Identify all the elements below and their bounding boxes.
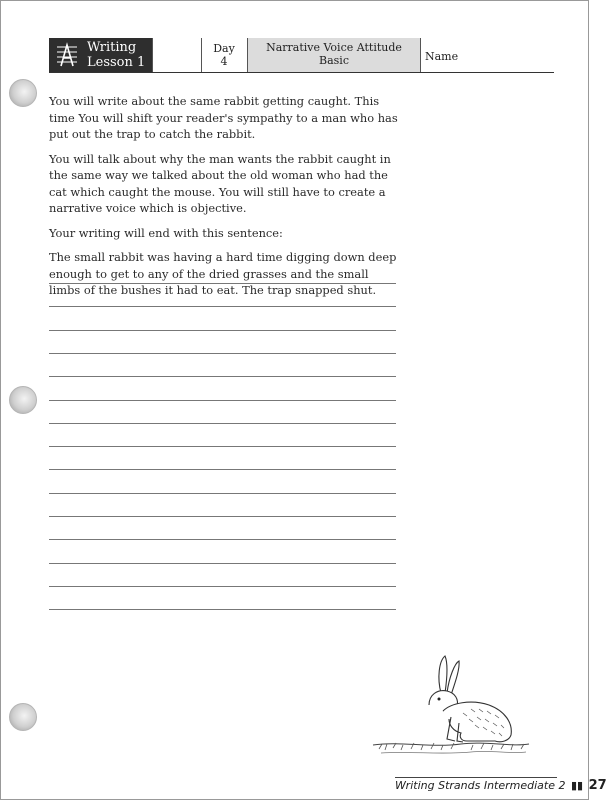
- lesson-topic: [248, 38, 420, 72]
- binder-hole-middle: [9, 386, 37, 414]
- instructions: [49, 93, 399, 307]
- writing-line[interactable]: [49, 516, 396, 517]
- instruction-paragraph: Your writing will end with this sentence:: [49, 225, 283, 240]
- writing-line[interactable]: [49, 493, 396, 494]
- writing-line[interactable]: [49, 539, 396, 540]
- header-divider: [152, 38, 153, 72]
- writing-line[interactable]: [49, 586, 396, 587]
- book-title: Writing Strands Intermediate 2: [395, 779, 566, 792]
- page-footer: [395, 777, 607, 793]
- binder-hole-top: [9, 79, 37, 107]
- instruction-paragraph: You will talk about why the man wants the rabbit caught in the same way we talked about the old woman who had the cat which caught the mouse. You will still have to create a narrative voice which is objective.: [49, 151, 391, 215]
- writing-line[interactable]: [49, 330, 396, 331]
- topic-title: Narrative Voice Attitude: [266, 41, 402, 54]
- lesson-title: Lesson 1: [87, 55, 146, 70]
- header-divider: [420, 38, 421, 72]
- day-field: [201, 42, 247, 68]
- page-number: 27: [588, 778, 607, 793]
- ending-sentence: The small rabbit was having a hard time digging down deep enough to get to any of the dried grasses and the small limbs of the bushes it had to eat. The trap snapped shut.: [49, 250, 397, 297]
- instruction-paragraph: You will write about the same rabbit getting caught. This time You will shift your reader's sympathy to a man who has put out the trap to catch the rabbit.: [49, 94, 398, 141]
- writing-line[interactable]: [49, 400, 396, 401]
- writing-line[interactable]: [49, 376, 396, 377]
- writing-line[interactable]: [49, 353, 396, 354]
- writing-line[interactable]: [49, 469, 396, 470]
- name-label: Name: [425, 50, 459, 63]
- writing-line[interactable]: [49, 563, 396, 564]
- lesson-header: [49, 38, 554, 73]
- pen-writing-icon: [55, 42, 79, 68]
- footer-separator: ▮▮: [570, 779, 584, 792]
- day-value: 4: [220, 55, 228, 68]
- topic-level: Basic: [319, 54, 349, 67]
- rabbit-illustration: [371, 653, 531, 758]
- writing-line[interactable]: [49, 609, 396, 610]
- binder-hole-bottom: [9, 703, 37, 731]
- header-section-label: [87, 40, 145, 70]
- writing-line[interactable]: [49, 306, 396, 307]
- writing-line[interactable]: [49, 283, 396, 284]
- section-title: Writing: [87, 40, 137, 55]
- header-logo-block: [49, 38, 152, 72]
- writing-line[interactable]: [49, 446, 396, 447]
- day-label: Day: [213, 42, 235, 55]
- writing-line[interactable]: [49, 423, 396, 424]
